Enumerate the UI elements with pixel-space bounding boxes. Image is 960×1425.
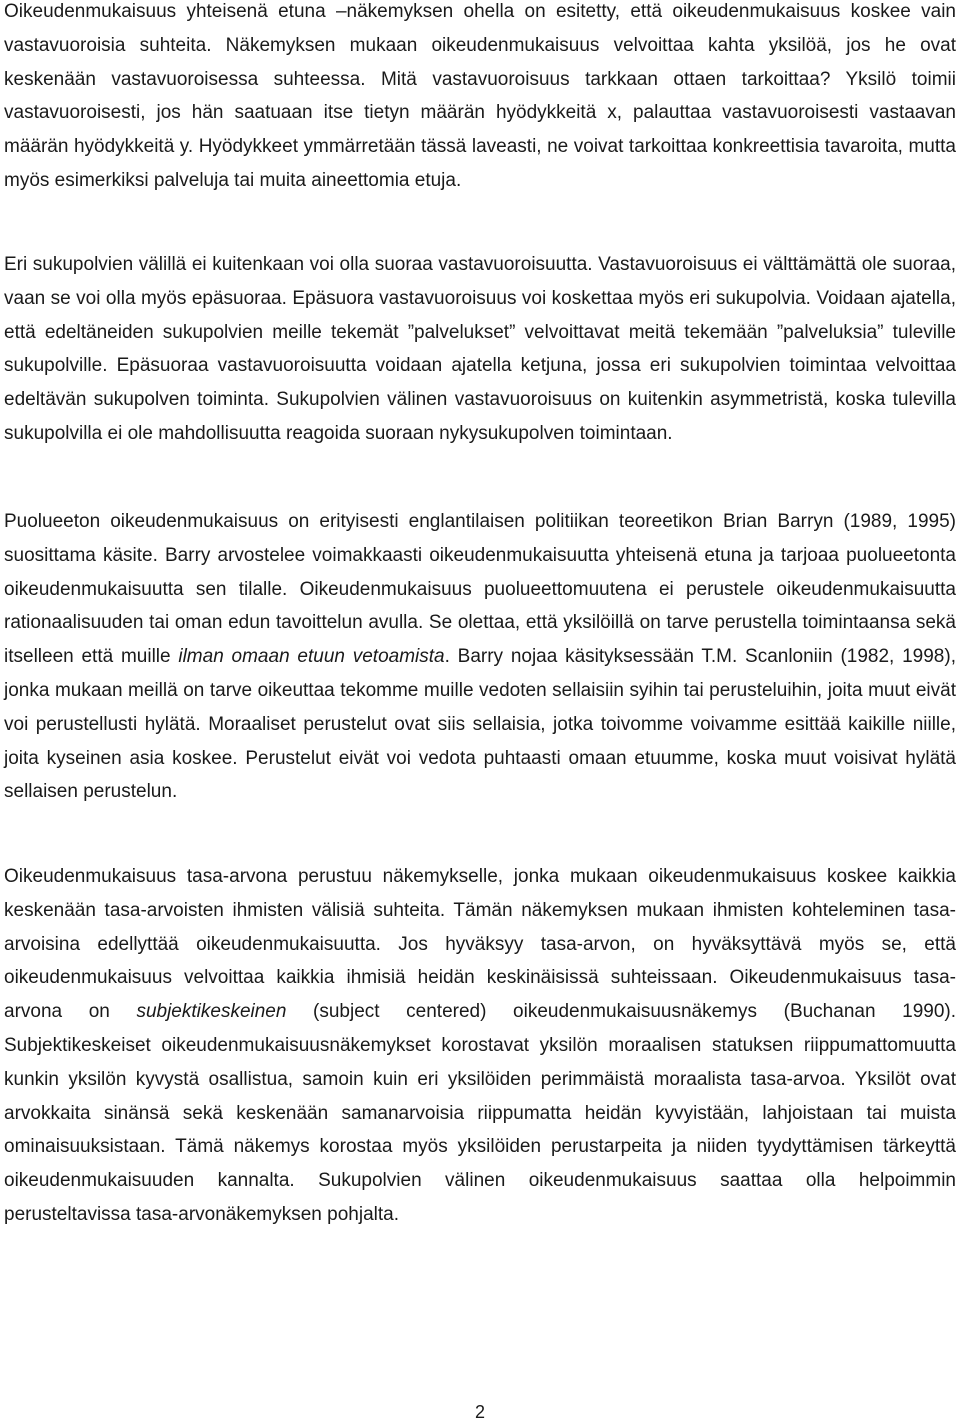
paragraph-text: Oikeudenmukaisuus tasa-arvona perustuu näkemykselle, jonka mukaan oikeudenmukaisuus koskee kaikkia keskenään tasa-arvoisten ihmisten välisiä suhteita. Tämän näkemyksen mukaan ihmisten kohteleminen tasa-arvoisina edellyttää oikeudenmukaisuutta. Jos hyväksyy tasa-arvon, on hyväksyttävä myös se, että oikeudenmukaisuus velvoittaa kaikkia ihmisiä heidän keskinäisissä suhteissaan. Oikeudenmukaisuus tasa-arvona on <box>4 866 956 1023</box>
paragraph-equality-justice <box>4 860 956 1232</box>
emphasis-text: ilman omaan etuun vetoamista <box>178 646 445 668</box>
paragraph-reciprocity <box>4 0 956 198</box>
paragraph-impartial-justice <box>4 505 956 809</box>
paragraph-text: Oikeudenmukaisuus yhteisenä etuna –näkemyksen ohella on esitetty, että oikeudenmukaisuus koskee vain vastavuoroisia suhteita. Näkemyksen mukaan oikeudenmukaisuus velvoittaa kahta yksilöä, jos he ovat keskenään vastavuoroisessa suhteessa. Mitä vastavuoroisuus tarkkaan ottaen tarkoittaa? Yksilö toimii vastavuoroisesti, jos hän saatuaan itse tietyn määrän hyödykkeitä x, palauttaa vastavuoroisesti vastaavan määrän hyödykkeitä y. Hyödykkeet ymmärretään tässä laveasti, ne voivat tarkoittaa konkreettisia tavaroita, mutta myös esimerkiksi palveluja tai muita aineettomia etuja. <box>4 1 956 191</box>
page-number: 2 <box>474 1402 485 1422</box>
paragraph-indirect-reciprocity <box>4 248 956 451</box>
paragraph-text: . Barry nojaa käsityksessään T.M. Scanloniin (1982, 1998), jonka mukaan meillä on tarve oikeuttaa tekomme muille vedoten sellaisiin syihin tai perusteluihin, joita muut eivät voi perustellusti hylätä. Moraaliset perustelut ovat siis sellaisia, jotka toivomme voivamme esittää kaikille niille, joita kyseinen asia koskee. Perustelut eivät voi vedota puhtaasti omaan etuumme, koska muut voisivat hylätä sellaisen perustelun. <box>4 646 956 803</box>
paragraph-text: Eri sukupolvien välillä ei kuitenkaan voi olla suoraa vastavuoroisuutta. Vastavuoroisuus ei välttämättä ole suoraa, vaan se voi olla myös epäsuoraa. Epäsuora vastavuoroisuus voi koskettaa myös eri sukupolvia. Voidaan ajatella, että edeltäneiden sukupolvien meille tekemät ”palvelukset” velvoittavat meitä tekemään ”palveluksia” tuleville sukupolville. Epäsuoraa vastavuoroisuutta voidaan ajatella ketjuna, jossa eri sukupolvien toimintaa velvoittaa edeltävän sukupolven toiminta. Sukupolvien välinen vastavuoroisuus on kuitenkin asymmetristä, koska tulevilla sukupolvilla ei ole mahdollisuutta reagoida suoraan nykysukupolven toimintaan. <box>4 254 956 444</box>
paragraph-text: (subject centered) oikeudenmukaisuusnäkemys (Buchanan 1990). Subjektikeskeiset oikeudenmukaisuusnäkemykset korostavat yksilön moraalisen statuksen riippumattomuutta kunkin yksilön kyvystä osallistua, samoin kuin eri yksilöiden perimmäistä moraalista tasa-arvoa. Yksilöt ovat arvokkaita sinänsä sekä keskenään samanarvoisia riippumatta heidän kyvyistään, lahjoistaan tai muista ominaisuuksistaan. Tämä näkemys korostaa myös yksilöiden perustarpeita ja niiden tyydyttämisen tärkeyttä oikeudenmukaisuuden kannalta. Sukupolvien välinen oikeudenmukaisuus saattaa olla helpoimmin perusteltavissa tasa-arvonäkemyksen pohjalta. <box>4 1001 956 1225</box>
paragraph-text: Puolueeton oikeudenmukaisuus on erityisesti englantilaisen politiikan teoreetikon Brian Barryn (1989, 1995) suosittama käsite. Barry arvostelee voimakkaasti oikeudenmukaisuutta yhteisenä etuna ja tarjoaa puolueetonta oikeudenmukaisuutta sen tilalle. Oikeudenmukaisuus puolueettomuutena ei perustele oikeudenmukaisuutta rationaalisuuden tai oman edun tavoittelun avulla. Se olettaa, että yksilöillä on tarve perustella toimintaansa sekä itselleen että muille <box>4 511 956 668</box>
emphasis-text: subjektikeskeinen <box>136 1001 287 1023</box>
